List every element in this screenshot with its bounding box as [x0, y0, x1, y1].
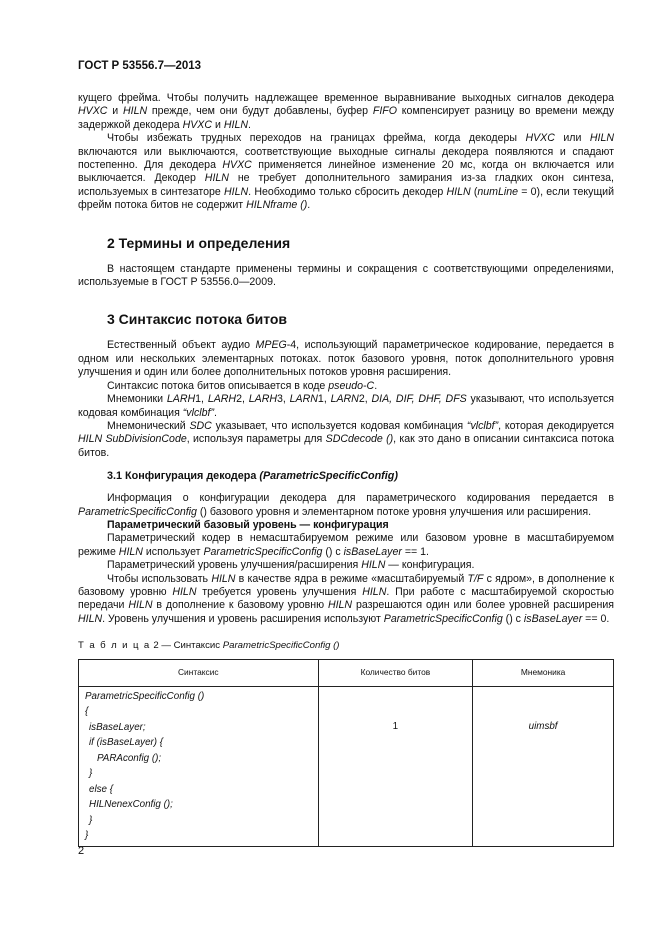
- code-line: }: [89, 768, 93, 780]
- paragraph: Информация о конфигурации декодера для параметрического кодирования передается в ParametricSpecificConfig () базового уровня и элементарном потоке уровня улучшения или расширения.: [78, 492, 614, 518]
- table-caption: Т а б л и ц а 2 — Синтаксис ParametricSpecificConfig (): [78, 640, 340, 652]
- paragraph: Естественный объект аудио MPEG-4, использующий параметрическое кодирование, передается в одном или нескольких элементарных потоках. поток базового уровня, поток дополнительного уровня улучшения и один или более дополнительных потоков уровня расширения.: [78, 339, 614, 379]
- code-line: PARAconfig ();: [97, 752, 162, 764]
- bits-cell: 1: [318, 686, 473, 846]
- table-row: [79, 686, 614, 846]
- mnemonic-cell: uimsbf: [473, 686, 614, 846]
- section-heading: 2 Термины и определения: [107, 234, 291, 251]
- code-line: else {: [89, 783, 113, 795]
- syntax-table: [78, 659, 614, 847]
- paragraph: В настоящем стандарте применены термины и сокращения с соответствующими определениями, используемые в ГОСТ Р 53556.0—2009.: [78, 262, 614, 289]
- paragraph-bold-heading: Параметрический базовый уровень — конфигурация: [107, 518, 389, 531]
- code-line: }: [89, 814, 93, 826]
- paragraph: кущего фрейма. Чтобы получить надлежащее временное выравнивание выходных сигналов декодера HVXC и HILN прежде, чем они будут добавлены, буфер FIFO компенсирует разницу во времени между задержкой декодера HVXC и HILN.: [78, 92, 614, 131]
- subsection-heading: 3.1 Конфигурация декодера (ParametricSpecificConfig): [107, 470, 398, 483]
- column-header-bits: Количество битов: [318, 659, 473, 686]
- table-header-row: [79, 659, 614, 686]
- column-header-syntax: Синтаксис: [79, 659, 319, 686]
- paragraph: Чтобы избежать трудных переходов на границах фрейма, когда декодеры HVXC или HILN включаются или выключаются, соответствующие выходные сигналы декодера появляются и спадают постепенно. Для декодера HVXC применяется линейное изменение 20 мс, когда он включается или выключается. Декодер HILN не требует дополнительного замирания из-за гладких окон синтеза, используемых в синтезаторе HILN. Необходимо только сбросить декодер HILN (numLine = 0), если текущий фрейм потока битов не содержит HILNframe ().: [78, 132, 615, 212]
- document-header: ГОСТ Р 53556.7—2013: [78, 60, 202, 72]
- paragraph: Параметрический уровень улучшения/расширения HILN — конфигурация.: [107, 559, 475, 572]
- paragraph: Мнемонический SDC указывает, что используется кодовая комбинация “vlclbf”, которая декодируется HILN SubDivisionCode, используя параметры для SDCdecode (), как это дано в описании синтаксиса потока битов.: [78, 419, 615, 459]
- paragraph: Синтаксис потока битов описывается в коде pseudo-C.: [107, 379, 378, 392]
- code-line: }: [85, 830, 89, 842]
- paragraph: Параметрический кодер в немасштабируемом режиме или базовом уровне в масштабируемом режиме HILN использует ParametricSpecificConfig () с isBaseLayer == 1.: [78, 532, 614, 558]
- page-number: 2: [78, 845, 85, 857]
- code-line: ParametricSpecificConfig (): [85, 690, 205, 702]
- syntax-cell: [79, 686, 319, 846]
- page-content: [78, 92, 614, 847]
- code-line: isBaseLayer;: [89, 721, 146, 733]
- column-header-mnemonic: Мнемоника: [473, 659, 614, 686]
- code-line: HILNenexConfig ();: [89, 799, 173, 811]
- code-line: if (isBaseLayer) {: [89, 737, 164, 749]
- paragraph: Чтобы использовать HILN в качестве ядра в режиме «масштабируемый T/F с ядром», в дополнение к базовому уровню HILN требуется уровень улучшения HILN. При работе с масштабируемой скоростью передачи HILN в дополнение к базовому уровню HILN разрешаются один или более уровней расширения HILN. Уровень улучшения и уровень расширения используют ParametricSpecificConfig () с isBaseLayer == 0.: [78, 572, 615, 625]
- paragraph: Мнемоники LARH1, LARH2, LARH3, LARN1, LARN2, DIA, DIF, DHF, DFS указывают, что используется кодовая комбинация “vlclbf”.: [78, 393, 615, 419]
- code-line: {: [85, 706, 89, 718]
- section-heading: 3 Синтаксис потока битов: [107, 311, 288, 328]
